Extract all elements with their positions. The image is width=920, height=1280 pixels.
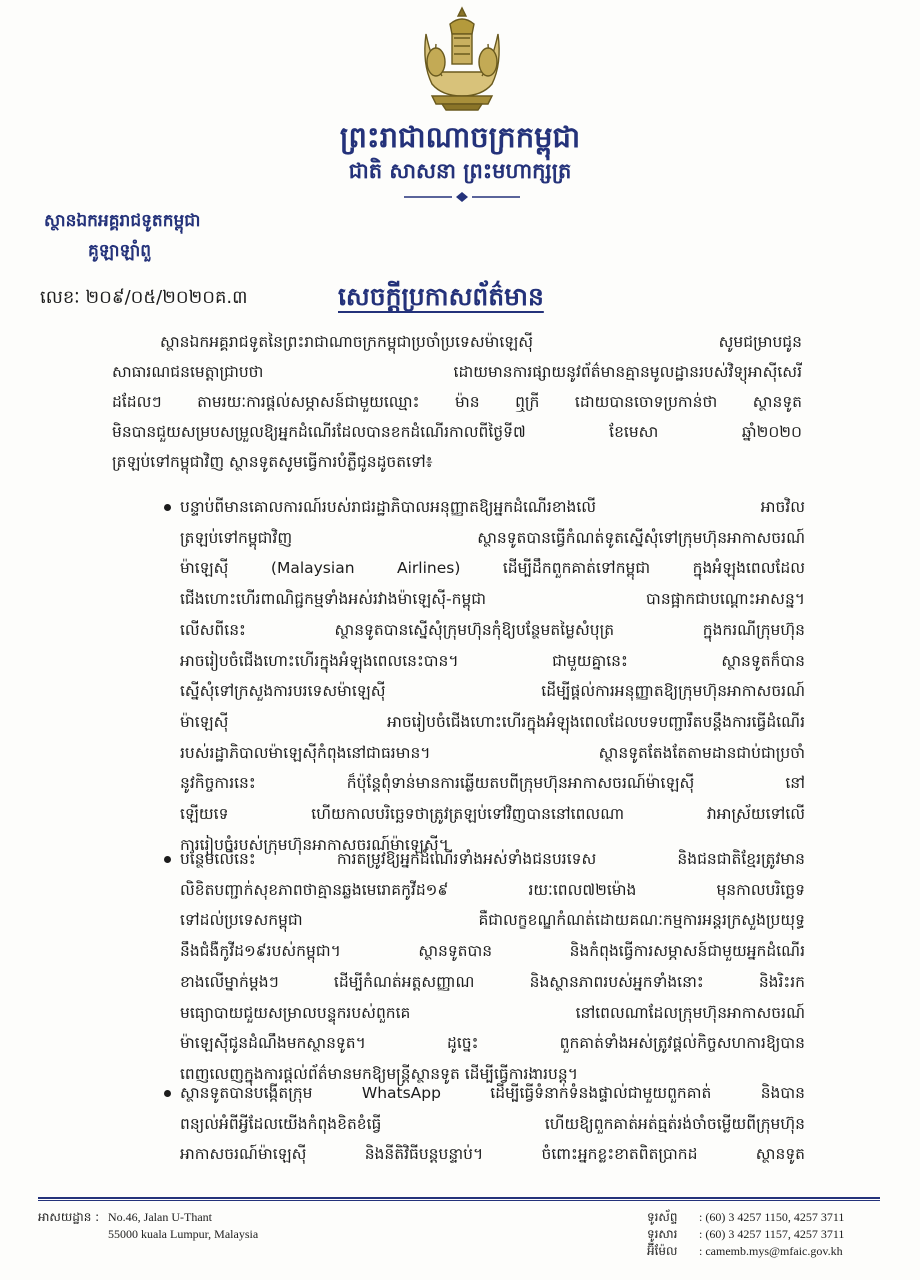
bullet-line: ការរៀបចំរបស់ក្រុមហ៊ុនអាកាសចរណ៍ម៉ាឡេស៊ី។	[180, 835, 449, 854]
bullet-line: លើសពីនេះ ស្ថានទូតបានស្នើសុំក្រុមហ៊ុនកុំឱ្យបន្ថែមតម្លៃសំបុត្រ ក្នុងករណីក្រុមហ៊ុន	[180, 620, 805, 639]
email-label: អ៊ីម៉ែល	[647, 1244, 678, 1258]
phone-label: ទូរស័ព្ទ	[647, 1210, 678, 1224]
bullet-line: ពន្យល់អំពីអ្វីដែលយើងកំពុងខិតខំធ្វើ ហើយឱ្យពួកគាត់អត់ធ្មត់រង់ចាំចម្លើយពីក្រុមហ៊ុន	[180, 1114, 805, 1133]
email-address[interactable]: : camemb.mys@mfaic.gov.kh	[699, 1244, 843, 1258]
address-label: អាសយដ្ឋាន :	[38, 1210, 100, 1224]
bullet-line: ពេញលេញក្នុងការផ្តល់ព័ត៌មានមកឱ្យមន្ត្រីស្ថានទូត ដើម្បីធ្វើការងារបន្ត។	[180, 1064, 578, 1083]
footer-contact	[647, 1209, 844, 1260]
bullet-line: នូវកិច្ចការនេះ ក៏ប៉ុន្តែពុំទាន់មានការឆ្លើយតបពីក្រុមហ៊ុនអាកាសចរណ៍ម៉ាឡេស៊ី នៅ	[180, 774, 805, 793]
bullet-line: ខាងលើម្នាក់ម្តងៗ ដើម្បីកំណត់អត្តសញ្ញាណ និងស្ថានភាពរបស់អ្នកទាំងនោះ និងរិះរក	[180, 972, 805, 991]
intro-paragraph	[112, 327, 802, 477]
paragraph-line: មិនបានជួយសម្របសម្រួលឱ្យអ្នកដំណើរដែលបានខកដំណើរកាលពីថ្ងៃទី៧ ខែមេសា ឆ្នាំ២០២០	[112, 423, 802, 441]
paragraph-line: ស្ថានឯកអគ្គរាជទូតនៃព្រះរាជាណាចក្រកម្ពុជាប្រចាំប្រទេសម៉ាឡេស៊ី សូមជម្រាបជូន	[160, 333, 802, 351]
reference-number: លេខៈ ២០៩/០៥/២០២០គ.៣	[40, 287, 248, 308]
bullet-line: មធ្យោបាយជួយសម្រាលបន្ទុករបស់ពួកគេ នៅពេលណាដែលក្រុមហ៊ុនអាកាសចរណ៍	[180, 1003, 805, 1022]
address-line: No.46, Jalan U-Thant	[108, 1210, 212, 1224]
bullet-dot-icon	[164, 1090, 171, 1097]
bullet-line: ត្រឡប់ទៅកម្ពុជាវិញ ស្ថានទូតបានធ្វើកំណត់ទូតស្នើសុំទៅក្រុមហ៊ុនអាកាសចរណ៍	[180, 528, 805, 547]
paragraph-line: ដដែលៗ តាមរយៈការផ្តល់សម្ភាសន៍ជាមួយឈ្មោះ ម៉ាន ឮក្រី ដោយបានចោទប្រកាន់ថា ស្ថានទូត	[112, 393, 802, 411]
bullet-line: ម៉ាឡេស៊ីជូនដំណឹងមកស្ថានទូត។ ដូច្នេះ ពួកគាត់ទាំងអស់ត្រូវផ្តល់កិច្ចសហការឱ្យបាន	[180, 1034, 805, 1053]
bullet-line: អាចរៀបចំជើងហោះហើរក្នុងអំឡុងពេលនេះបាន។ ជាមួយគ្នានេះ ស្ថានទូតក៏បាន	[180, 651, 805, 670]
paragraph-line: ត្រឡប់ទៅកម្ពុជាវិញ ស្ថានទូតសូមធ្វើការបំភ្លឺជូនដូចតទៅ៖	[112, 453, 433, 471]
document-title: សេចក្តីប្រកាសព័ត៌មាន	[338, 282, 544, 311]
footer-divider	[38, 1197, 880, 1199]
bullet-line: លិខិតបញ្ជាក់សុខភាពថាគ្មានឆ្លងមេរោគកូវីដ១៩ រយៈពេល៧២ម៉ោង មុនកាលបរិច្ឆេទ	[180, 880, 805, 899]
bullet-line: ម៉ាឡេស៊ី (Malaysian Airlines) ដើម្បីដឹកពួកគាត់ទៅកម្ពុជា ក្នុងអំឡុងពេលដែល	[180, 559, 805, 578]
bullet-dot-icon	[164, 856, 171, 863]
bullet-line: ស្នើសុំទៅក្រសួងការបរទេសម៉ាឡេស៊ី ដើម្បីផ្តល់ការអនុញ្ញាតឱ្យក្រុមហ៊ុនអាកាសចរណ៍	[180, 682, 805, 701]
phone-number: : (60) 3 4257 1150, 4257 3711	[699, 1210, 845, 1224]
fax-label: ទូរសារ	[647, 1227, 678, 1241]
embassy-name: ស្ថានឯកអគ្គរាជទូតកម្ពុជា	[44, 211, 201, 231]
address-line: 55000 kuala Lumpur, Malaysia	[108, 1227, 259, 1241]
national-motto: ជាតិ សាសនា ព្រះមហាក្សត្រ	[348, 158, 572, 183]
footer-divider	[38, 1200, 880, 1201]
embassy-city: គូឡាឡាំពួ	[88, 241, 152, 261]
bullet-line: ជើងហោះហើរពាណិជ្ជកម្មទាំងអស់រវាងម៉ាឡេស៊ី-កម្ពុជា បានផ្អាកជាបណ្តោះអាសន្ន។	[180, 590, 805, 609]
bullet-line: ស្ថានទូតបានបង្កើតក្រុម WhatsApp ដើម្បីធ្វើទំនាក់ទំនងផ្ទាល់ជាមួយពួកគាត់ និងបាន	[180, 1084, 805, 1102]
footer-address	[38, 1209, 258, 1243]
kingdom-name: ព្រះរាជាណាចក្រកម្ពុជា	[339, 120, 581, 154]
bullet-line: នឹងជំងឺកូវីដ១៩របស់កម្ពុជា។ ស្ថានទូតបាន និងកំពុងធ្វើការសម្ភាសន៍ជាមួយអ្នកដំណើរ	[180, 942, 805, 961]
bullet-line: ទៅដល់ប្រទេសកម្ពុជា គឺជាលក្ខខណ្ឌកំណត់ដោយគណៈកម្មការអន្តរក្រសួងប្រយុទ្ធ	[180, 911, 805, 930]
paragraph-line: សាធារណជនមេត្តាជ្រាបថា ដោយមានការផ្សាយនូវព័ត៌មានគ្មានមូលដ្ឋានរបស់វិទ្យុអាស៊ីសេរី	[112, 363, 802, 381]
bullet-line: ឡើយទេ ហើយកាលបរិច្ឆេទថាត្រូវត្រឡប់ទៅវិញបាននៅពេលណា វាអាស្រ័យទៅលើ	[180, 805, 805, 824]
divider-ornament-icon	[400, 190, 524, 204]
bullet-line: របស់រដ្ឋាភិបាលម៉ាឡេស៊ីកំពុងនៅជាធរមាន។ ស្ថានទូតតែងតែតាមដានជាប់ជាប្រចាំ	[180, 743, 805, 762]
royal-arms-emblem-icon	[412, 4, 512, 112]
sender-block	[44, 206, 200, 266]
fax-number: : (60) 3 4257 1157, 4257 3711	[699, 1227, 845, 1241]
bullet-line: បន្ទាប់ពីមានគោលការណ៍របស់រាជរដ្ឋាភិបាលអនុញ្ញាតឱ្យអ្នកដំណើរខាងលើ អាចវិល	[180, 498, 805, 516]
bullet-line: ម៉ាឡេស៊ី អាចរៀបចំជើងហោះហើរក្នុងអំឡុងពេលដែលបទបញ្ជារឹតបន្តឹងការធ្វើដំណើរ	[180, 712, 805, 731]
bullet-dot-icon	[164, 504, 171, 511]
bullet-line: បន្ថែមលើនេះ ការតម្រូវឱ្យអ្នកដំណើរទាំងអស់ទាំងជនបរទេស និងជនជាតិខ្មែរត្រូវមាន	[180, 850, 805, 868]
bullet-line: អាកាសចរណ៍ម៉ាឡេស៊ី និងនីតិវិធីបន្តបន្ទាប់។ ចំពោះអ្នកខ្លះខាតពិតប្រាកដ ស្ថានទូត	[180, 1145, 805, 1164]
